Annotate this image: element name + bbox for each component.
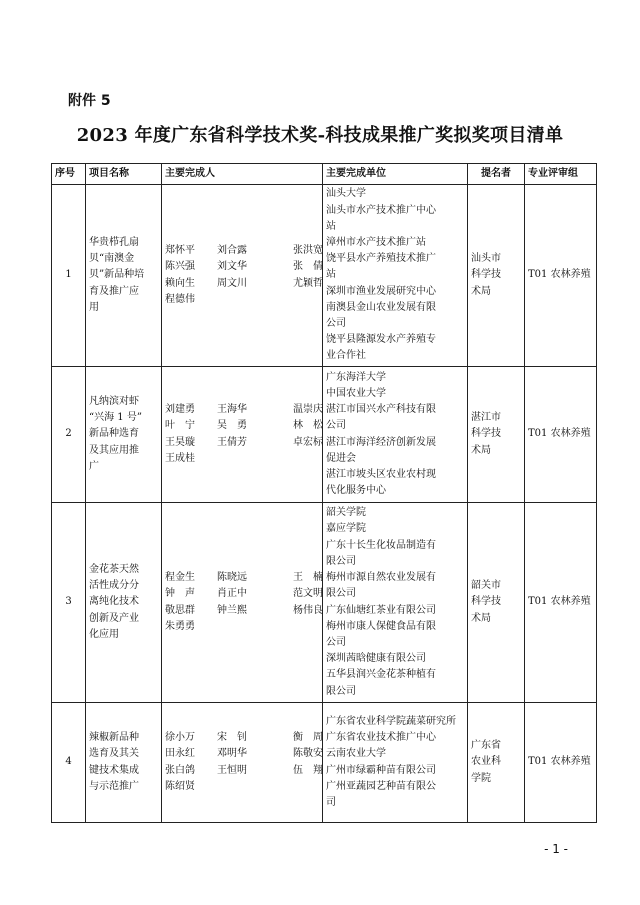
- table-row: [52, 185, 597, 367]
- unit-line: 深圳市渔业发展研究中心: [326, 285, 436, 297]
- review-group: T01 农林养殖: [525, 503, 597, 703]
- main-units: [323, 185, 468, 367]
- contributor-name: 徐小万: [165, 732, 195, 744]
- unit-line: 限公司: [326, 588, 356, 600]
- contributor-name: 郑怀平: [165, 245, 195, 257]
- nominator: [468, 185, 525, 367]
- nominator-line: 科学技: [471, 428, 501, 440]
- review-group: T01 农林养殖: [525, 367, 597, 503]
- project-name-line: 贝“南澳金: [89, 253, 135, 265]
- project-name-line: 育及推广应: [89, 285, 139, 297]
- unit-line: 漳州市水产技术推广站: [326, 236, 426, 248]
- main-units: [323, 703, 468, 823]
- table-row: [52, 703, 597, 823]
- main-units: [323, 503, 468, 703]
- nominator-line: 湛江市: [471, 412, 501, 424]
- contributor-name: 程德伟: [165, 293, 195, 305]
- unit-line: 湛江市坡头区农业农村现: [326, 468, 436, 480]
- contributor-name: 钟兰熙: [217, 604, 247, 616]
- contributor-name: 朱勇勇: [165, 620, 195, 632]
- main-contributors: [162, 703, 323, 823]
- project-name-line: 用: [89, 301, 99, 313]
- project-name: [86, 503, 162, 703]
- main-contributors: [162, 185, 323, 367]
- nominator-line: 科学技: [471, 269, 501, 281]
- project-name-line: 创新及产业: [89, 612, 139, 624]
- nominator-line: 农业科: [471, 756, 501, 768]
- row-number: 3: [52, 503, 86, 703]
- main-contributors: [162, 367, 323, 503]
- project-name-line: 贝”新品种培: [89, 269, 145, 281]
- project-name-line: 凡纳滨对虾: [89, 395, 139, 407]
- nominator-line: 学院: [471, 772, 491, 784]
- contributor-name: 周文川: [217, 277, 247, 289]
- unit-line: 广东海洋大学: [326, 371, 386, 383]
- contributor-name: 肖正中: [217, 588, 247, 600]
- unit-line: 司: [326, 796, 336, 808]
- unit-line: 梅州市康人保健食品有限: [326, 620, 436, 632]
- contributor-name: 刘建勇: [165, 404, 195, 416]
- contributor-name: 田永红: [165, 748, 195, 760]
- contributor-name: 赖向生: [165, 277, 195, 289]
- unit-line: 广东省农业科学院蔬菜研究所: [326, 715, 456, 727]
- nominator-line: 汕头市: [471, 253, 501, 265]
- unit-line: 汕头市水产技术推广中心: [326, 204, 436, 216]
- document-title: 2023 年度广东省科学技术奖-科技成果推广奖拟奖项目清单: [76, 125, 564, 146]
- row-number: 1: [52, 185, 86, 367]
- nominator-line: 术局: [471, 285, 491, 297]
- project-name-line: 金花茶天然: [89, 563, 139, 575]
- unit-line: 公司: [326, 636, 346, 648]
- row-number: 4: [52, 703, 86, 823]
- contributor-name: 王成桂: [165, 452, 195, 464]
- contributor-name: 敬思群: [165, 604, 195, 616]
- unit-line: 湛江市国兴水产科技有限: [326, 404, 436, 416]
- contributor-name: 叶 宁: [165, 420, 195, 432]
- contributor-name: 张洪宽: [293, 245, 323, 257]
- col-header-people: 主要完成人: [162, 164, 323, 185]
- contributor-name: 宋 钊: [217, 732, 247, 744]
- nominator: [468, 703, 525, 823]
- contributor-name: 卓宏标: [293, 436, 323, 448]
- table-row: [52, 503, 597, 703]
- unit-line: 汕头大学: [326, 188, 366, 200]
- page-number: - 1 -: [544, 842, 568, 856]
- unit-line: 业合作社: [326, 350, 366, 362]
- project-name-line: 新品种选育: [89, 428, 139, 440]
- contributor-name: 程金生: [165, 572, 195, 584]
- contributor-name: 王海华: [217, 404, 247, 416]
- unit-line: 代化服务中心: [326, 485, 386, 497]
- unit-line: 限公司: [326, 555, 356, 567]
- nominator: [468, 503, 525, 703]
- project-name-line: 键技术集成: [89, 764, 139, 776]
- contributor-name: 陈晓远: [217, 572, 247, 584]
- row-number: 2: [52, 367, 86, 503]
- project-name: [86, 703, 162, 823]
- contributor-name: 温崇庆: [293, 404, 323, 416]
- unit-line: 站: [326, 269, 336, 281]
- project-name-line: “兴海 1 号”: [89, 412, 142, 424]
- contributor-name: 伍 翔: [293, 764, 323, 776]
- nominator-line: 韶关市: [471, 580, 501, 592]
- unit-line: 五华县润兴金花茶种植有: [326, 669, 436, 681]
- award-table: [51, 163, 597, 823]
- project-name: [86, 185, 162, 367]
- unit-line: 广东仙塘红茶业有限公司: [326, 604, 436, 616]
- contributor-name: 王昊璇: [165, 436, 195, 448]
- project-name: [86, 367, 162, 503]
- contributor-name: 陈绍贤: [165, 780, 195, 792]
- main-contributors: [162, 503, 323, 703]
- review-group: T01 农林养殖: [525, 185, 597, 367]
- contributor-name: 尤颖哲: [293, 277, 323, 289]
- unit-line: 中国农业大学: [326, 387, 386, 399]
- unit-line: 梅州市源自然农业发展有: [326, 572, 436, 584]
- unit-line: 广州亚蔬园艺种苗有限公: [326, 780, 436, 792]
- unit-line: 广东十长生化妆品制造有: [326, 539, 436, 551]
- review-group: T01 农林养殖: [525, 703, 597, 823]
- unit-line: 云南农业大学: [326, 748, 386, 760]
- nominator-line: 广东省: [471, 740, 501, 752]
- unit-line: 广东省农业技术推广中心: [326, 732, 436, 744]
- project-name-line: 及其应用推: [89, 444, 139, 456]
- contributor-name: 邓明华: [217, 748, 247, 760]
- contributor-name: 王倩芳: [217, 436, 247, 448]
- nominator-line: 科学技: [471, 596, 501, 608]
- col-header-group: 专业评审组: [525, 164, 597, 185]
- project-name-line: 离纯化技术: [89, 596, 139, 608]
- contributor-name: 陈兴强: [165, 261, 195, 273]
- contributor-name: 陈敬安: [293, 748, 323, 760]
- contributor-name: 王 楠: [293, 572, 323, 584]
- contributor-name: 张白鸽: [165, 764, 195, 776]
- project-name-line: 华贵栉孔扇: [89, 236, 139, 248]
- unit-line: 促进会: [326, 452, 356, 464]
- unit-line: 湛江市海洋经济创新发展: [326, 436, 436, 448]
- contributor-name: 衡 周: [293, 732, 323, 744]
- unit-line: 站: [326, 220, 336, 232]
- contributor-name: 王恒明: [217, 764, 247, 776]
- col-header-no: 序号: [52, 164, 86, 185]
- table-body: [52, 185, 597, 823]
- project-name-line: 化应用: [89, 628, 119, 640]
- col-header-nominator: 提名者: [468, 164, 525, 185]
- nominator: [468, 367, 525, 503]
- project-name-line: 活性成分分: [89, 580, 139, 592]
- contributor-name: 张 倩: [293, 261, 323, 273]
- contributor-name: 范文明: [293, 588, 323, 600]
- project-name-line: 与示范推广: [89, 780, 139, 792]
- unit-line: 公司: [326, 420, 346, 432]
- unit-line: 限公司: [326, 685, 356, 697]
- unit-line: 饶平县水产养殖技术推广: [326, 253, 436, 265]
- unit-line: 公司: [326, 318, 346, 329]
- contributor-name: 林 松: [293, 420, 323, 432]
- unit-line: 饶平县隆源发水产养殖专: [326, 334, 436, 346]
- main-units: [323, 367, 468, 503]
- project-name-line: 广: [89, 460, 99, 472]
- attachment-label: 附件 5: [68, 93, 111, 109]
- unit-line: 广州市绿霸种苗有限公司: [326, 764, 436, 776]
- contributor-name: 刘合露: [217, 245, 247, 257]
- table-header-row: [52, 164, 597, 185]
- col-header-units: 主要完成单位: [323, 164, 468, 185]
- table-row: [52, 367, 597, 503]
- contributor-name: 杨伟良: [293, 604, 323, 616]
- contributor-name: 刘文华: [217, 261, 247, 273]
- project-name-line: 辣椒新品种: [89, 732, 139, 744]
- col-header-name: 项目名称: [86, 164, 162, 185]
- unit-line: 嘉应学院: [326, 523, 366, 535]
- contributor-name: 钟 声: [165, 588, 195, 600]
- nominator-line: 术局: [471, 612, 491, 624]
- contributor-name: 吴 勇: [217, 420, 247, 432]
- unit-line: 南澳县金山农业发展有限: [326, 301, 436, 313]
- project-name-line: 选育及其关: [89, 748, 139, 760]
- unit-line: 深圳茜晗健康有限公司: [326, 653, 426, 665]
- nominator-line: 术局: [471, 444, 491, 456]
- unit-line: 韶关学院: [326, 507, 366, 519]
